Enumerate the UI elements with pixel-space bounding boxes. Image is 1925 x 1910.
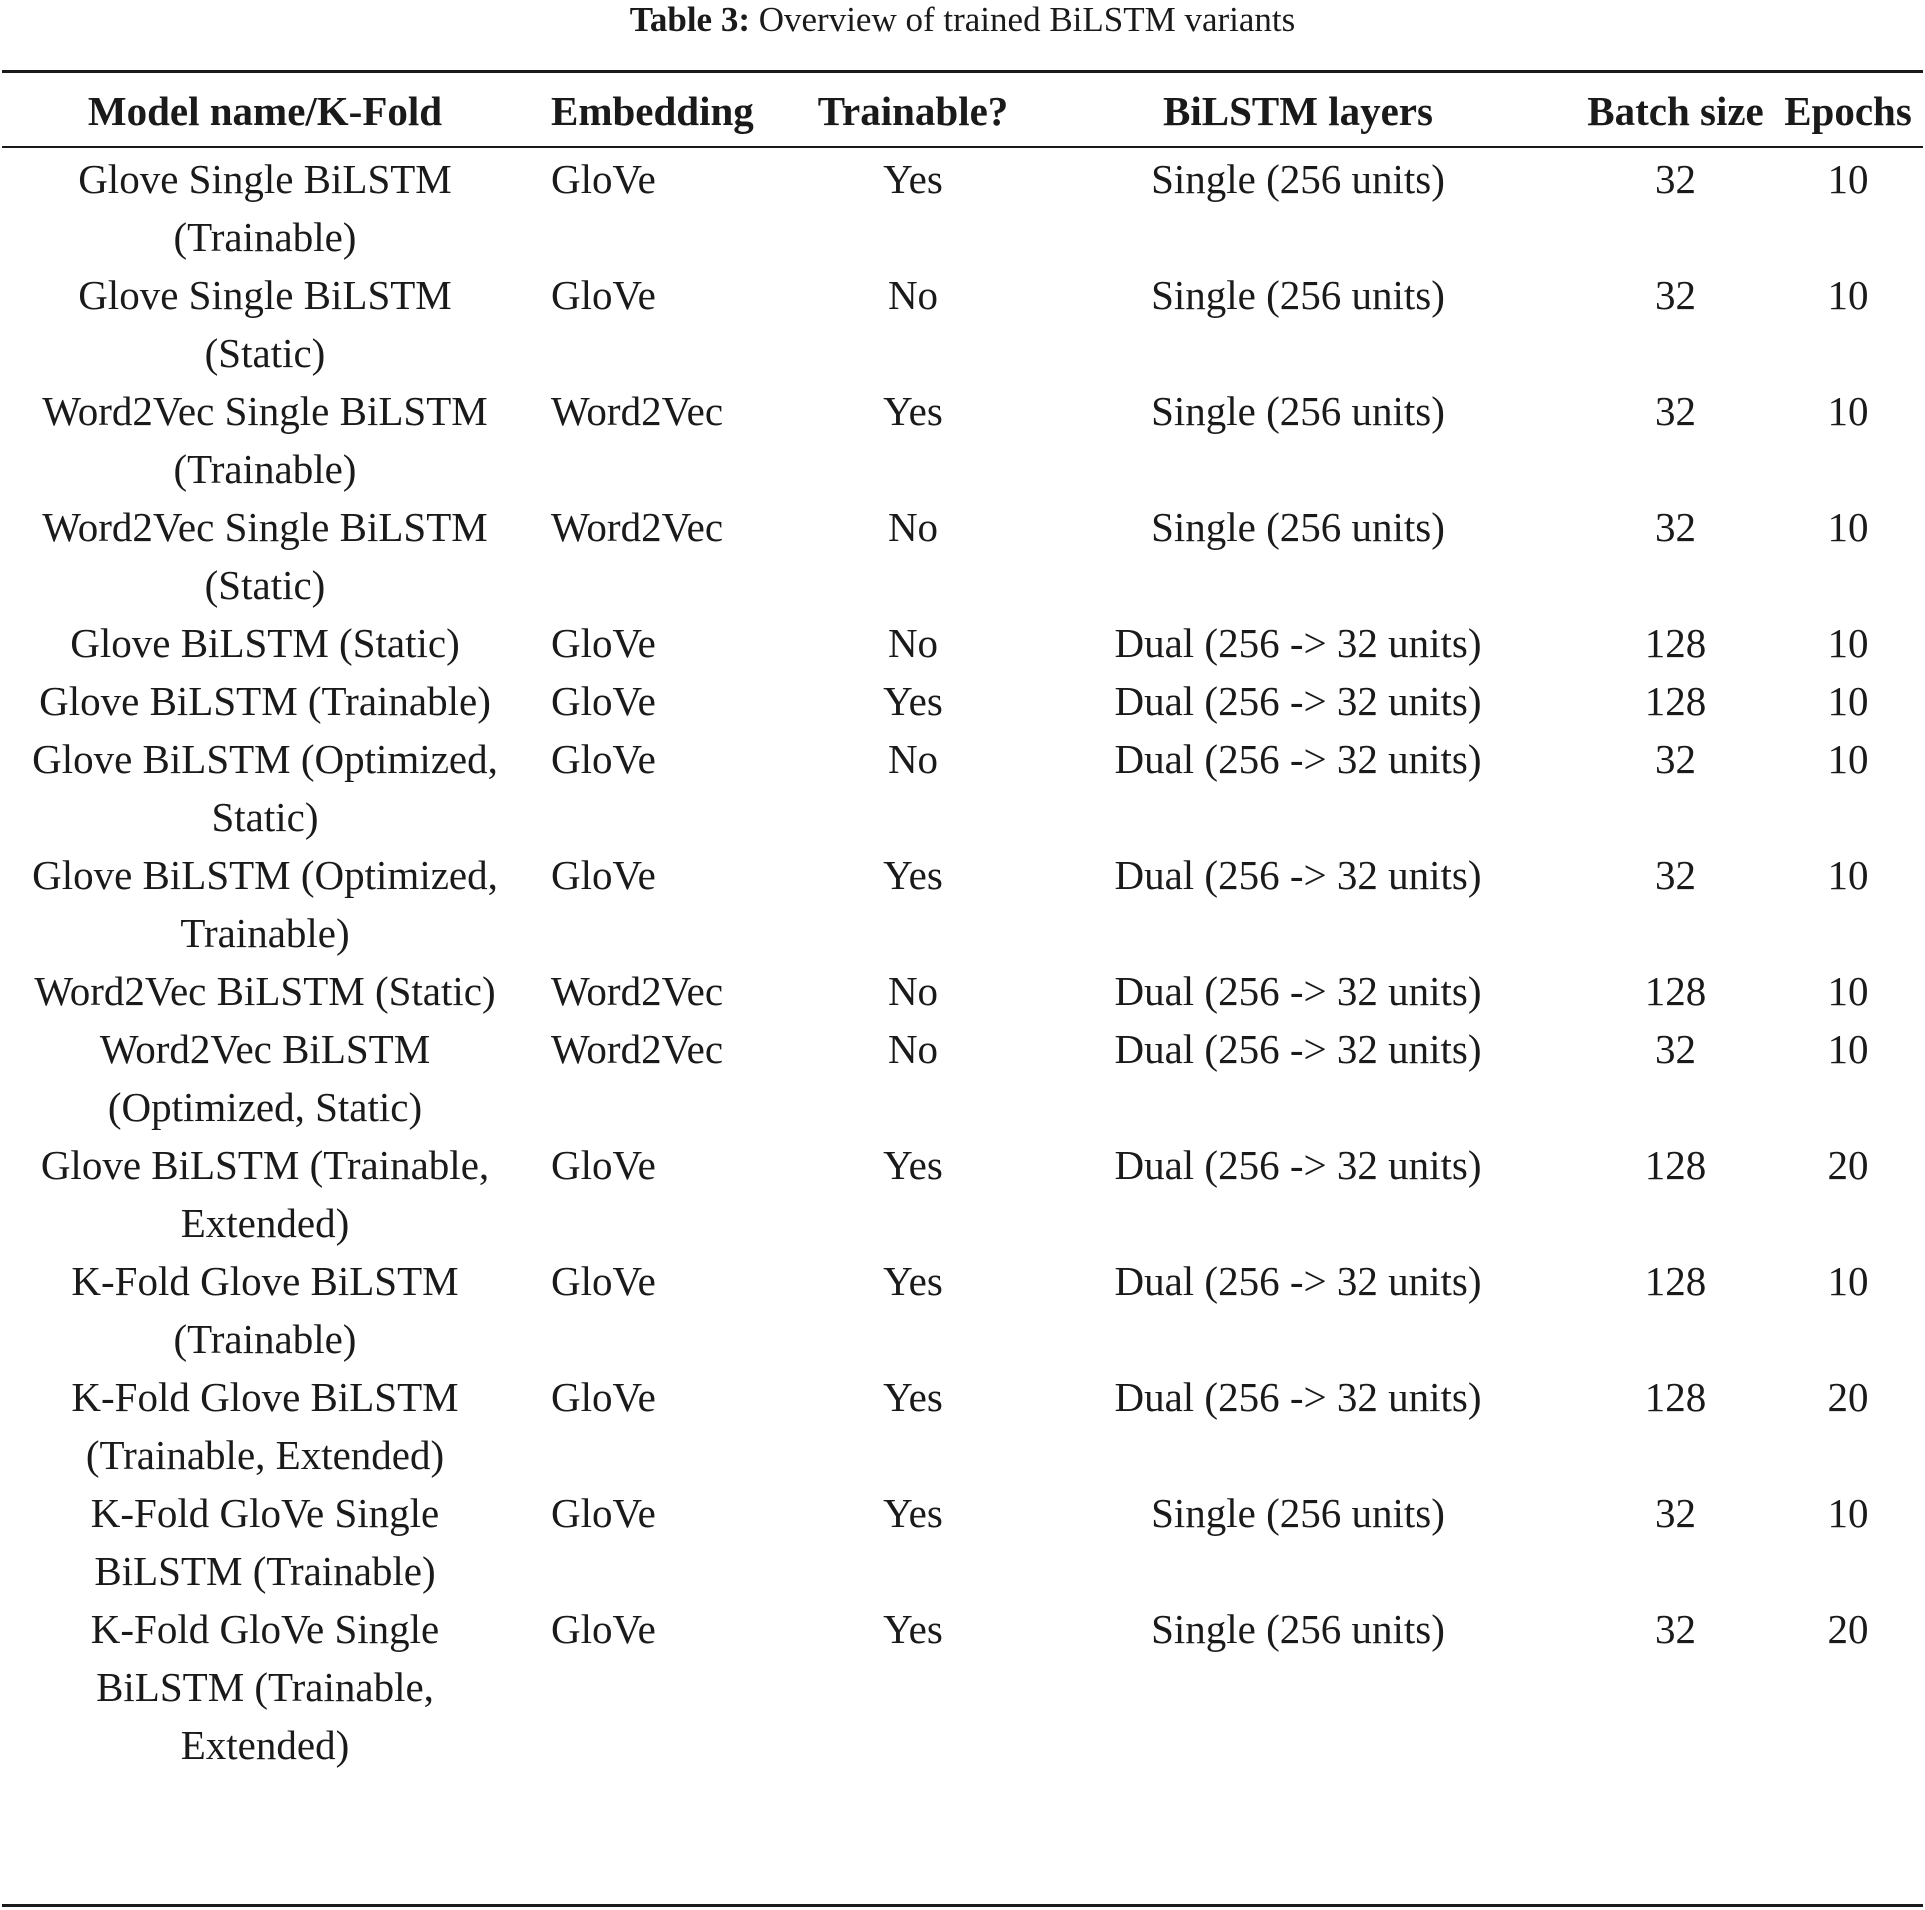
caption-text: Overview of trained BiLSTM variants xyxy=(758,0,1296,39)
cell-embedding: Word2Vec xyxy=(551,1026,724,1072)
cell-embedding: GloVe xyxy=(551,1606,656,1652)
cell-embedding: GloVe xyxy=(551,620,656,666)
cell-trainable: Yes xyxy=(883,388,943,434)
cell-embedding: Word2Vec xyxy=(551,504,724,550)
cell-epochs: 10 xyxy=(1827,736,1869,782)
cell-epochs: 20 xyxy=(1827,1606,1869,1652)
cell-epochs: 10 xyxy=(1827,1026,1869,1072)
cell-trainable: Yes xyxy=(883,852,943,898)
cell-model-name: Glove Single BiLSTM (Static) xyxy=(78,272,452,376)
cell-batch-size: 128 xyxy=(1644,678,1707,724)
cell-model-name: Word2Vec Single BiLSTM (Trainable) xyxy=(42,388,488,492)
cell-batch-size: 32 xyxy=(1655,852,1696,898)
cell-bilstm-layers: Single (256 units) xyxy=(1151,1490,1445,1536)
table-row xyxy=(2,614,1923,672)
cell-trainable: Yes xyxy=(883,678,943,724)
cell-batch-size: 32 xyxy=(1655,1606,1696,1652)
cell-bilstm-layers: Single (256 units) xyxy=(1151,504,1445,550)
header-row xyxy=(2,73,1923,148)
caption-label: Table 3: xyxy=(629,0,750,39)
cell-bilstm-layers: Dual (256 -> 32 units) xyxy=(1114,1142,1482,1188)
cell-bilstm-layers: Dual (256 -> 32 units) xyxy=(1114,852,1482,898)
table-bottom-rule xyxy=(2,1904,1923,1907)
cell-bilstm-layers: Dual (256 -> 32 units) xyxy=(1114,736,1482,782)
cell-trainable: No xyxy=(887,620,939,666)
cell-trainable: No xyxy=(887,504,939,550)
cell-bilstm-layers: Dual (256 -> 32 units) xyxy=(1114,1374,1482,1420)
table-row xyxy=(2,730,1923,846)
cell-bilstm-layers: Dual (256 -> 32 units) xyxy=(1114,620,1482,666)
cell-model-name: Word2Vec Single BiLSTM (Static) xyxy=(42,504,488,608)
cell-batch-size: 32 xyxy=(1655,1026,1696,1072)
cell-bilstm-layers: Dual (256 -> 32 units) xyxy=(1114,1026,1482,1072)
cell-trainable: Yes xyxy=(883,1258,943,1304)
table-body xyxy=(2,148,1923,1774)
cell-trainable: No xyxy=(887,736,939,782)
header-epochs: Epochs xyxy=(1784,87,1912,134)
cell-model-name: Glove BiLSTM (Static) xyxy=(70,620,460,666)
cell-model-name: Word2Vec BiLSTM (Optimized, Static) xyxy=(99,1026,431,1130)
cell-epochs: 10 xyxy=(1827,272,1869,318)
cell-bilstm-layers: Single (256 units) xyxy=(1151,388,1445,434)
cell-trainable: Yes xyxy=(883,1606,943,1652)
table-row xyxy=(2,1368,1923,1484)
cell-epochs: 10 xyxy=(1827,852,1869,898)
header-trainable: Trainable? xyxy=(817,87,1009,134)
table-row xyxy=(2,266,1923,382)
table-row xyxy=(2,148,1923,266)
header-batch-size: Batch size xyxy=(1587,87,1764,134)
cell-embedding: GloVe xyxy=(551,736,656,782)
cell-epochs: 10 xyxy=(1827,1258,1869,1304)
cell-epochs: 10 xyxy=(1827,1490,1869,1536)
cell-bilstm-layers: Dual (256 -> 32 units) xyxy=(1114,968,1482,1014)
cell-embedding: GloVe xyxy=(551,678,656,724)
cell-batch-size: 128 xyxy=(1644,968,1707,1014)
bilstm-variants-table xyxy=(2,73,1923,1774)
cell-bilstm-layers: Single (256 units) xyxy=(1151,1606,1445,1652)
cell-trainable: No xyxy=(887,968,939,1014)
cell-batch-size: 32 xyxy=(1655,736,1696,782)
table-row xyxy=(2,382,1923,498)
cell-model-name: K-Fold Glove BiLSTM (Trainable, Extended) xyxy=(71,1374,459,1478)
header-model-name: Model name/K-Fold xyxy=(87,87,443,134)
cell-batch-size: 32 xyxy=(1655,388,1696,434)
cell-batch-size: 32 xyxy=(1655,272,1696,318)
cell-epochs: 10 xyxy=(1827,620,1869,666)
cell-model-name: K-Fold GloVe Single BiLSTM (Trainable) xyxy=(90,1490,440,1594)
cell-batch-size: 128 xyxy=(1644,1258,1707,1304)
table-row xyxy=(2,672,1923,730)
table-row xyxy=(2,1484,1923,1600)
cell-bilstm-layers: Dual (256 -> 32 units) xyxy=(1114,678,1482,724)
cell-trainable: No xyxy=(887,1026,939,1072)
table-row xyxy=(2,1600,1923,1774)
cell-embedding: GloVe xyxy=(551,156,656,202)
cell-trainable: No xyxy=(887,272,939,318)
cell-trainable: Yes xyxy=(883,1142,943,1188)
cell-epochs: 10 xyxy=(1827,968,1869,1014)
cell-batch-size: 128 xyxy=(1644,1374,1707,1420)
cell-embedding: GloVe xyxy=(551,272,656,318)
cell-model-name: K-Fold Glove BiLSTM (Trainable) xyxy=(71,1258,459,1362)
table-row xyxy=(2,1252,1923,1368)
cell-epochs: 10 xyxy=(1827,388,1869,434)
cell-model-name: Glove BiLSTM (Trainable) xyxy=(39,678,491,724)
table-row xyxy=(2,1136,1923,1252)
cell-embedding: Word2Vec xyxy=(551,388,724,434)
cell-epochs: 10 xyxy=(1827,504,1869,550)
cell-embedding: Word2Vec xyxy=(551,968,724,1014)
table-row xyxy=(2,1020,1923,1136)
cell-embedding: GloVe xyxy=(551,1258,656,1304)
cell-model-name: Glove BiLSTM (Trainable, Extended) xyxy=(40,1142,490,1246)
cell-epochs: 10 xyxy=(1827,156,1869,202)
cell-trainable: Yes xyxy=(883,1374,943,1420)
cell-model-name: Glove BiLSTM (Optimized, Static) xyxy=(32,736,498,840)
cell-bilstm-layers: Single (256 units) xyxy=(1151,156,1445,202)
cell-model-name: Word2Vec BiLSTM (Static) xyxy=(34,968,496,1014)
cell-epochs: 20 xyxy=(1827,1374,1869,1420)
cell-batch-size: 32 xyxy=(1655,156,1696,202)
cell-embedding: GloVe xyxy=(551,1142,656,1188)
table-row xyxy=(2,498,1923,614)
cell-trainable: Yes xyxy=(883,1490,943,1536)
cell-epochs: 20 xyxy=(1827,1142,1869,1188)
cell-batch-size: 128 xyxy=(1644,620,1707,666)
cell-bilstm-layers: Dual (256 -> 32 units) xyxy=(1114,1258,1482,1304)
cell-model-name: Glove BiLSTM (Optimized, Trainable) xyxy=(32,852,498,956)
table-row xyxy=(2,962,1923,1020)
cell-batch-size: 128 xyxy=(1644,1142,1707,1188)
header-bilstm-layers: BiLSTM layers xyxy=(1163,87,1433,134)
cell-model-name: Glove Single BiLSTM (Trainable) xyxy=(78,156,452,260)
cell-bilstm-layers: Single (256 units) xyxy=(1151,272,1445,318)
cell-embedding: GloVe xyxy=(551,852,656,898)
cell-batch-size: 32 xyxy=(1655,504,1696,550)
cell-embedding: GloVe xyxy=(551,1374,656,1420)
cell-model-name: K-Fold GloVe Single BiLSTM (Trainable, Extended) xyxy=(90,1606,440,1768)
cell-trainable: Yes xyxy=(883,156,943,202)
cell-embedding: GloVe xyxy=(551,1490,656,1536)
cell-batch-size: 32 xyxy=(1655,1490,1696,1536)
table-row xyxy=(2,846,1923,962)
cell-epochs: 10 xyxy=(1827,678,1869,724)
header-embedding: Embedding xyxy=(551,87,754,134)
table-caption xyxy=(0,0,1925,40)
